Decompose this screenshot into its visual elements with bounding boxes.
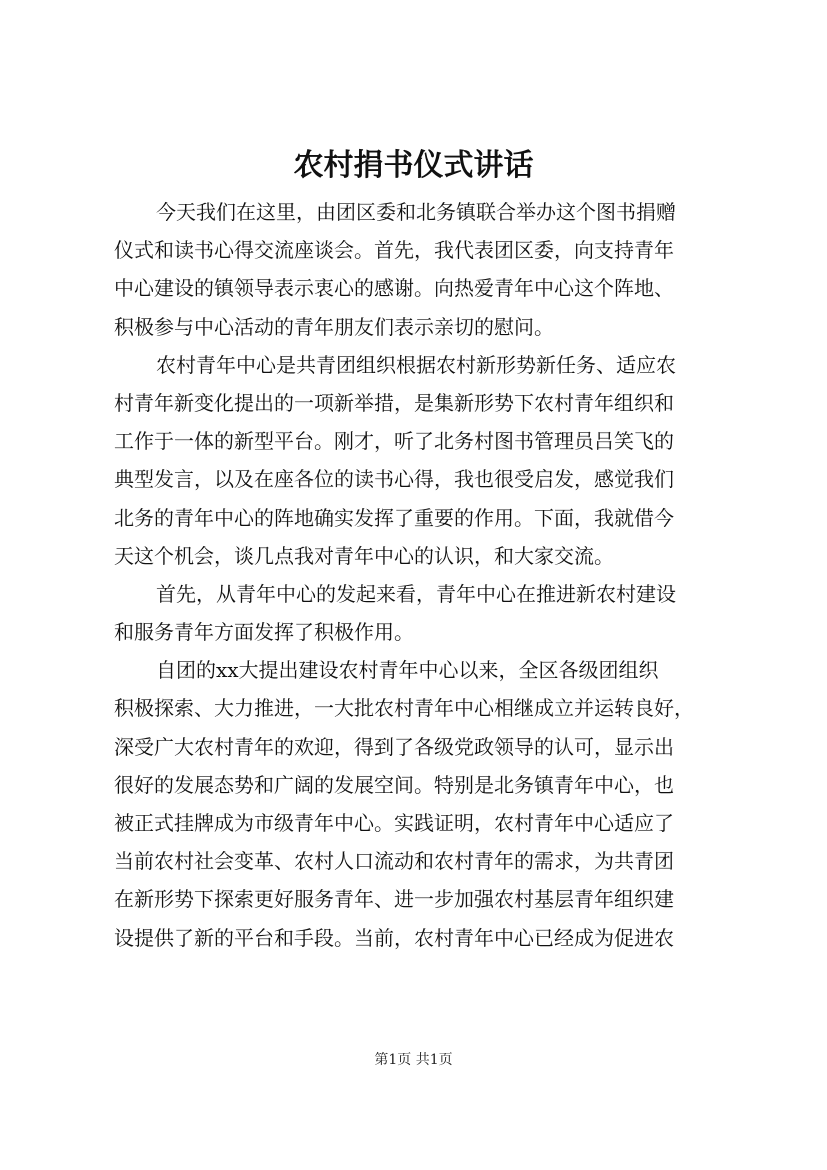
paragraph-line: 村青年新变化提出的一项新举措，是集新形势下农村青年组织和 [114, 390, 674, 415]
page-footer: 第1页 共1页 [374, 1052, 453, 1068]
paragraph-line: 农村青年中心是共青团组织根据农村新形势新任务、适应农 [156, 352, 676, 377]
paragraph-line: 积极探索、大力推进，一大批农村青年中心相继成立并运转良好， [114, 696, 694, 721]
paragraph-line: 被正式挂牌成为市级青年中心。实践证明，农村青年中心适应了 [114, 811, 674, 835]
paragraph-line: 工作于一体的新型平台。刚才，听了北务村图书管理员吕笑飞的 [114, 429, 674, 454]
paragraph-line: 当前农村社会变革、农村人口流动和农村青年的需求，为共青团 [114, 849, 674, 874]
paragraph [114, 193, 734, 346]
paragraph-line: 和服务青年方面发挥了积极作用。 [114, 620, 414, 645]
paragraph-line: 北务的青年中心的阵地确实发挥了重要的作用。下面，我就借今 [114, 505, 674, 530]
paragraph [114, 651, 734, 957]
paragraph-line: 首先，从青年中心的发起来看，青年中心在推进新农村建设 [156, 581, 676, 606]
paragraph-line: 中心建设的镇领导表示衷心的感谢。向热爱青年中心这个阵地、 [114, 276, 674, 301]
paragraph-line: 积极参与中心活动的青年朋友们表示亲切的慰问。 [114, 314, 554, 339]
document-body [114, 193, 734, 957]
paragraph-line: 在新形势下探索更好服务青年、进一步加强农村基层青年组织建 [114, 887, 674, 912]
paragraph-line: 今天我们在这里，由团区委和北务镇联合举办这个图书捐赠 [156, 200, 676, 224]
paragraph-line: 很好的发展态势和广阔的发展空间。特别是北务镇青年中心，也 [114, 772, 674, 797]
document-title: 农村捐书仪式讲话 [293, 148, 534, 183]
paragraph [114, 346, 734, 575]
paragraph-line: 深受广大农村青年的欢迎，得到了各级党政领导的认可，显示出 [114, 734, 674, 759]
paragraph-line: 天这个机会，谈几点我对青年中心的认识，和大家交流。 [114, 543, 614, 568]
paragraph-line: 典型发言，以及在座各位的读书心得，我也很受启发，感觉我们 [114, 467, 674, 492]
paragraph-line: 设提供了新的平台和手段。当前，农村青年中心已经成为促进农 [114, 925, 674, 950]
paragraph-line: 自团的xx大提出建设农村青年中心以来，全区各级团组织 [156, 658, 659, 683]
paragraph [114, 575, 734, 651]
paragraph-line: 仪式和读书心得交流座谈会。首先，我代表团区委，向支持青年 [114, 238, 674, 263]
